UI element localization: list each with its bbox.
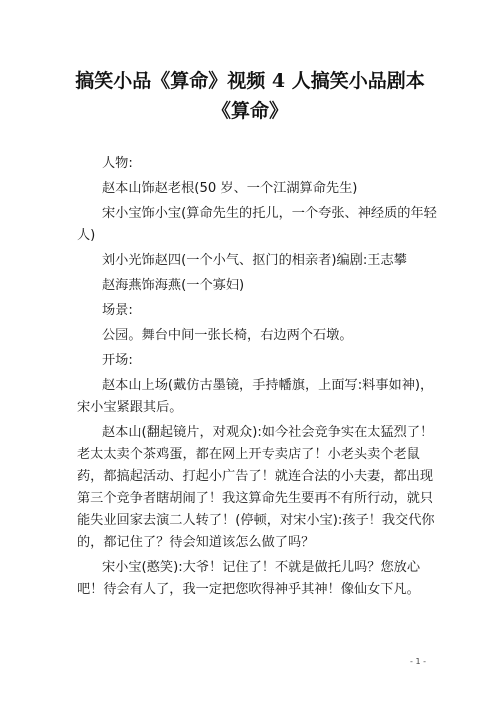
paragraph: 刘小光饰赵四(一个小气、抠门的相亲者)编剧:王志攀	[102, 253, 407, 268]
paragraph: 赵海燕饰海燕(一个寡妇)	[102, 278, 245, 293]
paragraph: 公园。舞台中间一张长椅，右边两个石墩。	[102, 328, 353, 343]
paragraph: 赵本山上场(戴仿古墨镜，手持幡旗，上面写:料事如神)，宋小宝紧跟其后。	[77, 378, 434, 415]
document-body	[77, 153, 439, 604]
page-number: - 1 -	[410, 657, 426, 666]
paragraph: 场景:	[102, 303, 133, 318]
paragraph: 宋小宝(憨笑):大爷！记住了！不就是做托儿吗？您放心吧！待会有人了，我一定把您吹得神乎其神！像仙女下凡。	[77, 560, 421, 597]
paragraph: 宋小宝饰小宝(算命先生的托儿，一个夸张、神经质的年轻人)	[77, 206, 437, 243]
paragraph: 人物:	[102, 156, 133, 171]
paragraph: 赵本山(翻起镜片，对观众):如今社会竞争实在太猛烈了！老太太卖个茶鸡蛋，都在网上开专卖店了！小老头卖个老鼠药，都搞起活动、打起小广告了！就连合法的小夫妻，都出现第三个竞争者瞎胡闹了！我这算命先生要再不有所行动，就只能失业回家去演二人转了！(停顿，对宋小宝):孩子！我交代你的，都记住了？待会知道该怎么做了吗？	[77, 425, 435, 550]
title-line-2: 《算命》	[211, 100, 288, 122]
title-line-1: 搞笑小品《算命》视频 4 人搞笑小品剧本	[75, 70, 425, 92]
paragraph: 赵本山饰赵老根(50 岁、一个江湖算命先生)	[102, 181, 358, 196]
document-title	[40, 66, 460, 126]
paragraph: 开场:	[102, 353, 133, 368]
